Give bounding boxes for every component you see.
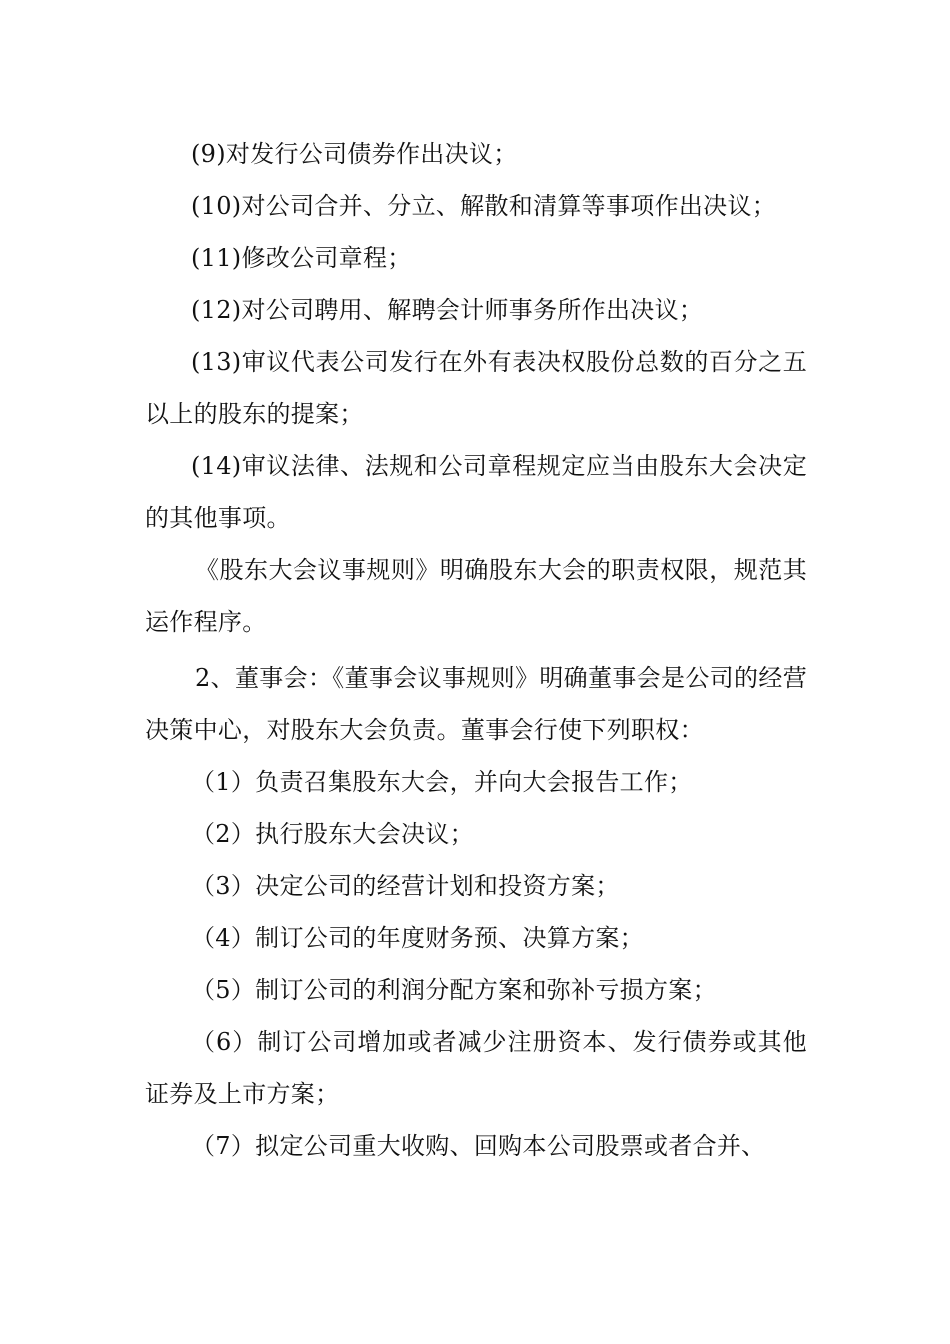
paragraph-item-11: (11)修改公司章程； bbox=[191, 244, 412, 272]
paragraph-item-12: (12)对公司聘用、解聘会计师事务所作出决议； bbox=[191, 296, 704, 324]
paragraph-rules-summary: 《股东大会议事规则》明确股东大会的职责权限，规范其运作程序。 bbox=[145, 556, 807, 636]
paragraph-board-item-6: （6）制订公司增加或者减少注册资本、发行债券或其他证券及上市方案； bbox=[145, 1028, 807, 1108]
paragraph-board-item-5: （5）制订公司的利润分配方案和弥补亏损方案； bbox=[191, 976, 717, 1004]
document-body bbox=[145, 128, 807, 1172]
paragraph-board-intro: 2、董事会：《董事会议事规则》明确董事会是公司的经营决策中心，对股东大会负责。董事会行使下列职权： bbox=[145, 664, 807, 744]
paragraph-board-item-1: （1）负责召集股东大会，并向大会报告工作； bbox=[191, 768, 693, 796]
paragraph-board-item-7: （7）拟定公司重大收购、回购本公司股票或者合并、 bbox=[191, 1132, 766, 1160]
paragraph-item-13: (13)审议代表公司发行在外有表决权股份总数的百分之五以上的股东的提案； bbox=[145, 348, 807, 428]
paragraph-item-14: (14)审议法律、法规和公司章程规定应当由股东大会决定的其他事项。 bbox=[145, 452, 807, 532]
paragraph-item-10: (10)对公司合并、分立、解散和清算等事项作出决议； bbox=[191, 192, 777, 220]
paragraph-board-item-4: （4）制订公司的年度财务预、决算方案； bbox=[191, 924, 644, 952]
paragraph-item-9: (9)对发行公司债券作出决议； bbox=[191, 140, 518, 168]
paragraph-board-item-2: （2）执行股东大会决议； bbox=[191, 820, 474, 848]
paragraph-board-item-3: （3）决定公司的经营计划和投资方案； bbox=[191, 872, 620, 900]
